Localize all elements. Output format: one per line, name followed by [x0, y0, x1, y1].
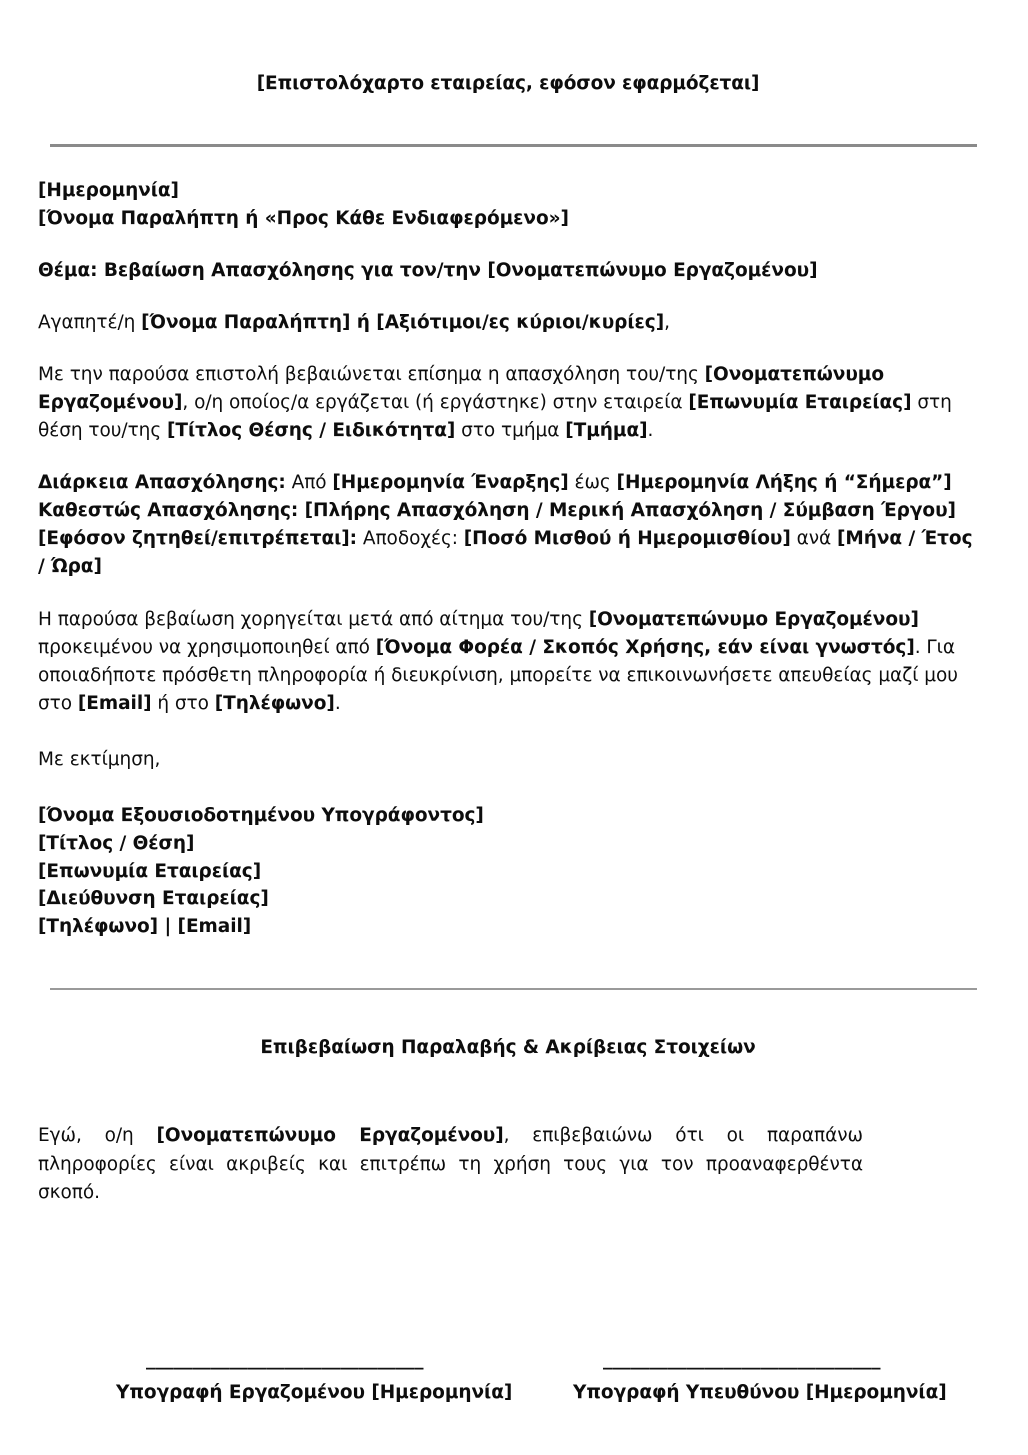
- letterhead-title: [Επιστολόχαρτο εταιρείας, εφόσον εφαρμόζεται]: [256, 73, 760, 94]
- salary-period-placeholder: [Μήνα / Έτος / Ώρα]: [38, 528, 973, 578]
- optional-label: [Εφόσον ζητηθεί/επιτρέπεται]:: [38, 528, 358, 550]
- para1-department-placeholder: [Τμήμα]: [565, 419, 648, 441]
- signer-contact-placeholder: [Τηλέφωνο] | [Email]: [38, 916, 252, 938]
- subject-label: Θέμα: Βεβαίωση Απασχόλησης για τον/την: [38, 259, 488, 281]
- para1-part4: στο τμήμα: [455, 419, 566, 441]
- acknowledgement-title: Επιβεβαίωση Παραλαβής & Ακρίβειας Στοιχείων: [260, 1036, 756, 1058]
- address-block: [38, 177, 978, 233]
- signature-lines-row: [38, 1348, 978, 1404]
- employee-signature-block: [116, 1348, 536, 1404]
- subject-employee-placeholder: [Ονοματεπώνυμο Εργαζομένου]: [487, 259, 818, 281]
- spacer: [38, 774, 978, 802]
- para2-employee-placeholder: [Ονοματεπώνυμο Εργαζομένου]: [588, 608, 919, 630]
- salutation-line: [38, 309, 978, 337]
- page-content: [38, 0, 978, 1455]
- para2-part2: προκειμένου να χρησιμοποιηθεί από: [38, 636, 376, 658]
- para2-part4: ή στο: [151, 692, 215, 714]
- spacer: [38, 337, 978, 361]
- salary-lead: Αποδοχές:: [357, 528, 464, 550]
- supervisor-signature-block: [536, 1348, 956, 1404]
- spacer: [38, 233, 978, 257]
- acknowledgement-paragraph: [38, 1058, 978, 1208]
- para2-purpose-placeholder: [Όνομα Φορέα / Σκοπός Χρήσης, εάν είναι γνωστός]: [375, 636, 915, 658]
- end-date-placeholder: [Ημερομηνία Λήξης ή “Σήμερα”]: [616, 472, 952, 494]
- spacer: [38, 969, 978, 988]
- employee-signature-caption: Υπογραφή Εργαζομένου [Ημερομηνία]: [116, 1382, 513, 1403]
- para2-phone-placeholder: [Τηλέφωνο]: [214, 692, 335, 714]
- closing-line: Με εκτίμηση,: [38, 748, 161, 770]
- acknowledgement-section: [38, 990, 978, 1208]
- salutation-formal-placeholder: [Αξιότιμοι/ες κύριοι/κυρίες]: [376, 311, 665, 333]
- para2-part5: .: [334, 692, 341, 714]
- salutation-middle: ή: [350, 311, 377, 333]
- employment-paragraph: [38, 361, 978, 445]
- spacer: [38, 718, 978, 746]
- para2-part1: Η παρούσα βεβαίωση χορηγείται μετά από αίτημα του/της: [38, 608, 589, 630]
- salary-per: ανά: [790, 528, 837, 550]
- salutation-trail: ,: [664, 311, 670, 333]
- duration-to: έως: [568, 472, 617, 494]
- para1-company-placeholder: [Επωνυμία Εταιρείας]: [688, 391, 912, 413]
- para2-part3: . Για οποιαδήποτε πρόσθετη πληροφορία ή διευκρίνιση, μπορείτε να επικοινωνήσετε απευθείας μαζί μου στο: [38, 636, 958, 714]
- recipient-placeholder: [Όνομα Παραλήπτη ή «Προς Κάθε Ενδιαφερόμενο»]: [38, 207, 569, 229]
- spacer: [38, 582, 978, 606]
- para1-part1: Με την παρούσα επιστολή βεβαιώνεται επίσημα η απασχόληση του/της: [38, 363, 705, 385]
- signer-title-placeholder: [Τίτλος / Θέση]: [38, 832, 195, 854]
- para1-position-placeholder: [Τίτλος Θέσης / Ειδικότητα]: [167, 419, 456, 441]
- para1-employee-placeholder: [Ονοματεπώνυμο Εργαζομένου]: [38, 363, 884, 413]
- signature-identity-block: [38, 802, 978, 941]
- ack-part2: , επιβεβαιώνω ότι οι παραπάνω πληροφορίες είναι ακριβείς και επιτρέπω τη χρήση τους για τον προαναφερθέντα σκοπό.: [38, 1124, 863, 1204]
- ack-part1: Εγώ, ο/η: [38, 1124, 157, 1146]
- salutation-lead: Αγαπητέ/η: [38, 311, 142, 333]
- duration-label: Διάρκεια Απασχόλησης:: [38, 472, 286, 494]
- subject-line: [38, 257, 978, 285]
- status-label: Καθεστώς Απασχόλησης:: [38, 500, 299, 522]
- supervisor-signature-line: ______________________________: [603, 1348, 881, 1370]
- supervisor-signature-caption: Υπογραφή Υπευθύνου [Ημερομηνία]: [573, 1382, 947, 1403]
- employment-details-block: [38, 469, 978, 581]
- status-placeholder: [Πλήρης Απασχόληση / Μερική Απασχόληση / Σύμβαση Έργου]: [298, 500, 956, 522]
- employee-signature-line: ______________________________: [146, 1348, 424, 1370]
- letter-body: [38, 147, 978, 1208]
- para1-part2: , ο/η οποίος/α εργάζεται (ή εργάστηκε) στην εταιρεία: [182, 391, 689, 413]
- spacer: [38, 285, 978, 309]
- purpose-paragraph: [38, 606, 978, 718]
- spacer: [38, 445, 978, 469]
- salutation-recipient-placeholder: [Όνομα Παραλήπτη]: [141, 311, 351, 333]
- start-date-placeholder: [Ημερομηνία Έναρξης]: [332, 472, 569, 494]
- salary-placeholder: [Ποσό Μισθού ή Ημερομισθίου]: [463, 528, 791, 550]
- date-placeholder: [Ημερομηνία]: [38, 180, 179, 202]
- signer-address-placeholder: [Διεύθυνση Εταιρείας]: [38, 888, 269, 910]
- ack-employee-placeholder: [Ονοματεπώνυμο Εργαζομένου]: [156, 1124, 504, 1146]
- signer-company-placeholder: [Επωνυμία Εταιρείας]: [38, 860, 262, 882]
- para2-email-placeholder: [Email]: [77, 692, 152, 714]
- para1-part5: .: [647, 419, 654, 441]
- para1-part3: στη θέση του/της: [38, 391, 952, 441]
- spacer: [38, 941, 978, 969]
- signer-name-placeholder: [Όνομα Εξουσιοδοτημένου Υπογράφοντος]: [38, 805, 484, 827]
- duration-from: Από: [285, 472, 333, 494]
